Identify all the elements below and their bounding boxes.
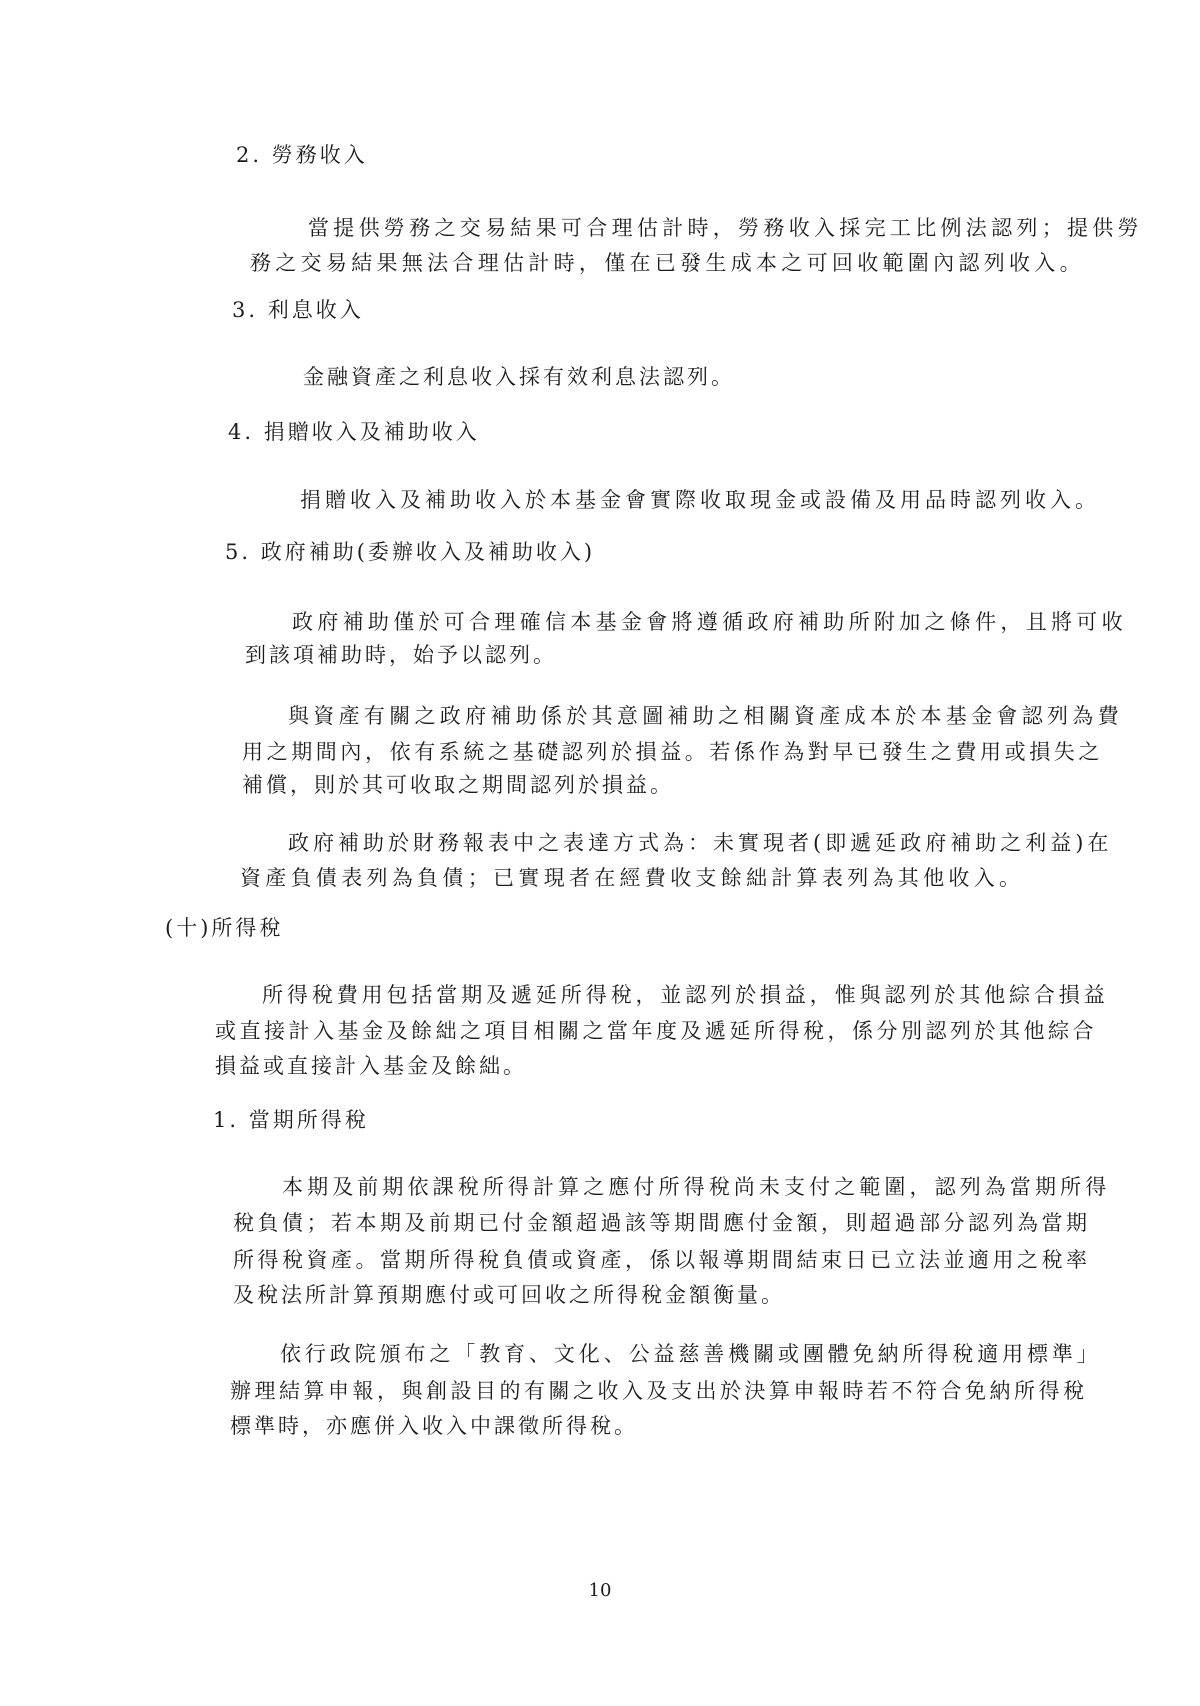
section-heading-donation-revenue: 4. 捐贈收入及補助收入 xyxy=(228,420,480,444)
paragraph-line: 政府補助僅於可合理確信本基金會將遵循政府補助所附加之條件，且將可收 xyxy=(292,610,1127,634)
paragraph-line: 所得稅費用包括當期及遞延所得稅，並認列於損益，惟與認列於其他綜合損益 xyxy=(262,983,1109,1007)
section-heading-government-grant: 5. 政府補助(委辦收入及補助收入) xyxy=(225,540,596,564)
paragraph-line: 或直接計入基金及餘絀之項目相關之當年度及遞延所得稅，係分別認列於其他綜合 xyxy=(215,1019,1097,1043)
paragraph-line: 金融資產之利息收入採有效利息法認列。 xyxy=(303,365,735,389)
paragraph-line: 標準時，亦應併入收入中課徵所得稅。 xyxy=(230,1414,638,1438)
paragraph-line: 當提供勞務之交易結果可合理估計時，勞務收入採完工比例法認列；提供勞 xyxy=(308,216,1143,240)
section-heading-income-tax: (十)所得稅 xyxy=(165,916,284,940)
paragraph-line: 補償，則於其可收取之期間認列於損益。 xyxy=(242,773,674,797)
paragraph-line: 本期及前期依課稅所得計算之應付所得稅尚未支付之範圍，認列為當期所得 xyxy=(282,1175,1111,1199)
paragraph-line: 捐贈收入及補助收入於本基金會實際收取現金或設備及用品時認列收入。 xyxy=(300,488,1100,512)
paragraph-line: 及稅法所計算預期應付或可回收之所得稅金額衡量。 xyxy=(233,1283,785,1307)
paragraph-line: 辦理結算申報，與創設目的有關之收入及支出於決算申報時若不符合免納所得稅 xyxy=(230,1379,1088,1403)
paragraph-line: 資產負債表列為負債；已實現者在經費收支餘絀計算表列為其他收入。 xyxy=(240,866,1025,890)
section-heading-current-income-tax: 1. 當期所得稅 xyxy=(213,1108,369,1132)
paragraph-line: 損益或直接計入基金及餘絀。 xyxy=(215,1054,527,1078)
paragraph-line: 政府補助於財務報表中之表達方式為：未實現者(即遞延政府補助之利益)在 xyxy=(288,831,1113,855)
paragraph-line: 用之期間內，依有系統之基礎認列於損益。若係作為對早已發生之費用或損失之 xyxy=(242,740,1103,764)
paragraph-line: 與資產有關之政府補助係於其意圖補助之相關資產成本於本基金會認列為費 xyxy=(288,704,1123,728)
paragraph-line: 所得稅資產。當期所得稅負債或資產，係以報導期間結束日已立法並適用之稅率 xyxy=(233,1248,1091,1272)
paragraph-line: 務之交易結果無法合理估計時，僅在已發生成本之可回收範圍內認列收入。 xyxy=(250,251,1085,275)
page-number: 10 xyxy=(588,1580,612,1601)
paragraph-line: 稅負債；若本期及前期已付金額超過該等期間應付金額，則超過部分認列為當期 xyxy=(233,1211,1091,1235)
section-heading-service-revenue: 2. 勞務收入 xyxy=(236,143,368,167)
paragraph-line: 依行政院頒布之「教育、文化、公益慈善機關或團體免納所得稅適用標準」 xyxy=(280,1342,1102,1366)
paragraph-line: 到該項補助時，始予以認列。 xyxy=(245,643,557,667)
section-heading-interest-revenue: 3. 利息收入 xyxy=(232,298,364,322)
